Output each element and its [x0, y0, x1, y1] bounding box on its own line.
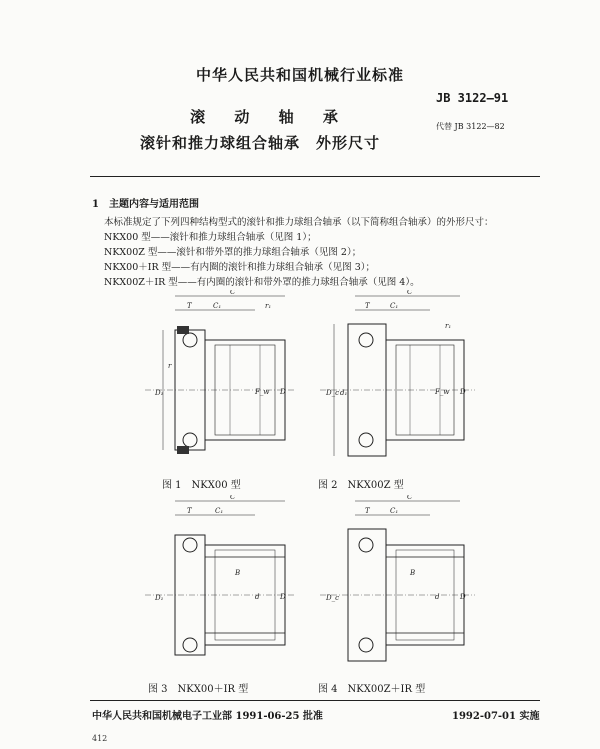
intro-paragraph: 本标准规定了下列四种结构型式的滚针和推力球组合轴承（以下简称组合轴承）的外形尺寸： — [104, 217, 494, 228]
dim-r1: r₁ — [265, 302, 272, 310]
dim-D1: D₁ — [155, 594, 164, 602]
dim-Dc: D_c — [326, 389, 340, 397]
dim-T: T — [187, 507, 192, 515]
dim-d: d — [435, 593, 440, 601]
dim-C: C — [407, 290, 413, 296]
figure-1-caption: 图 1 NKX00 型 — [162, 480, 241, 491]
type-item-4: NKX00Z＋IR 型——有内圈的滚针和带外罩的推力球组合轴承（见图 4）。 — [104, 277, 420, 288]
dim-r: r — [168, 362, 172, 370]
approval-line: 中华人民共和国机械电子工业部 1991-06-25 批准 — [92, 711, 323, 722]
figure-2-drawing — [310, 290, 480, 470]
dim-D: D — [280, 593, 286, 601]
dim-d: d — [255, 593, 260, 601]
dim-C: C — [407, 495, 413, 501]
dim-D: D — [460, 388, 466, 396]
figure-4-caption: 图 4 NKX00Z＋IR 型 — [318, 684, 426, 695]
dim-C1: C₁ — [215, 507, 224, 515]
dim-T: T — [187, 302, 192, 310]
figure-2-caption: 图 2 NKX00Z 型 — [318, 480, 404, 491]
figure-3-caption: 图 3 NKX00＋IR 型 — [148, 684, 249, 695]
dim-Dc: D_c — [326, 594, 340, 602]
replaces-note: 代替 JB 3122—82 — [436, 122, 505, 131]
dim-C1: C₁ — [213, 302, 222, 310]
dim-D1: D₁ — [155, 389, 164, 397]
dim-C1: C₁ — [390, 302, 399, 310]
dim-T: T — [365, 302, 370, 310]
figure-1-drawing — [135, 290, 300, 470]
page-number: 412 — [92, 734, 108, 743]
dim-T: T — [365, 507, 370, 515]
type-item-1: NKX00 型——滚针和推力球组合轴承（见图 1）； — [104, 232, 317, 243]
effective-date: 1992-07-01 实施 — [452, 711, 540, 722]
dim-Fw: F_w — [435, 388, 450, 396]
figure-3-drawing — [135, 495, 300, 675]
dim-d1: d₁ — [340, 389, 348, 397]
dim-D: D — [280, 388, 286, 396]
type-item-3: NKX00＋IR 型——有内圈的滚针和推力球组合轴承（见图 3）； — [104, 262, 376, 273]
dim-B: B — [235, 569, 241, 577]
dim-B: B — [410, 569, 416, 577]
dim-Fw: F_w — [255, 388, 270, 396]
dim-C: C — [230, 495, 236, 501]
document-title-line1: 滚 动 轴 承 — [190, 108, 350, 126]
figure-4-drawing — [310, 495, 480, 675]
footer-rule — [90, 700, 540, 701]
dim-C: C — [230, 290, 236, 296]
dim-r1: r₁ — [445, 322, 452, 330]
header-rule — [90, 176, 540, 177]
standard-number: JB 3122—91 — [436, 91, 509, 105]
document-title-line2: 滚针和推力球组合轴承 外形尺寸 — [139, 134, 380, 152]
issuing-body-title: 中华人民共和国机械行业标准 — [195, 66, 404, 84]
type-item-2: NKX00Z 型——滚针和带外罩的推力球组合轴承（见图 2）； — [104, 247, 362, 258]
dim-D: D — [460, 593, 466, 601]
section-heading: 1 主题内容与适用范围 — [92, 199, 199, 210]
dim-C1: C₁ — [390, 507, 399, 515]
